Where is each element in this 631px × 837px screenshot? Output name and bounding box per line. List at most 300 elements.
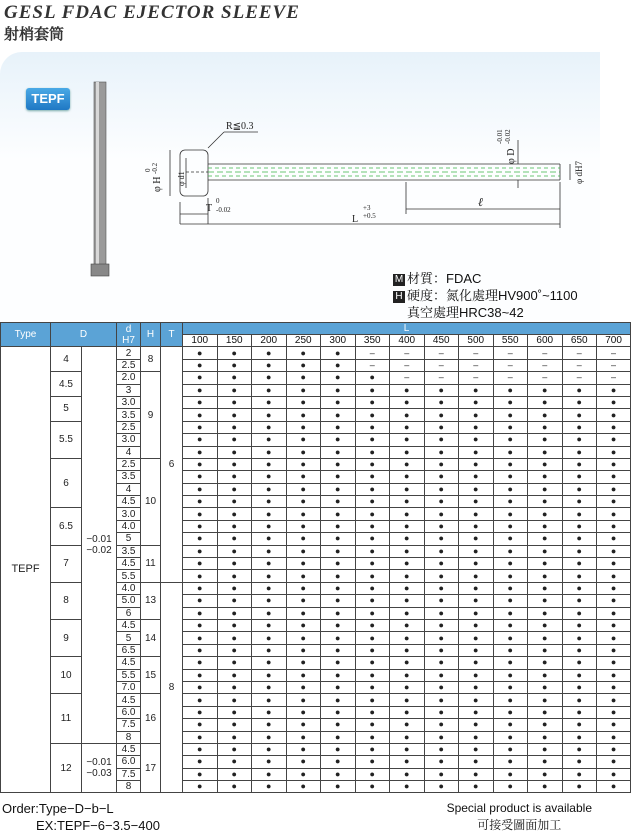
availability-mark: ● <box>459 533 494 545</box>
availability-mark: ● <box>321 533 356 545</box>
availability-mark: ● <box>183 359 218 371</box>
availability-mark: ● <box>321 644 356 656</box>
availability-mark: ● <box>355 570 390 582</box>
availability-mark: ● <box>493 446 528 458</box>
availability-mark: ● <box>597 396 631 408</box>
d-value: 11 <box>51 694 82 744</box>
availability-mark: ● <box>424 558 459 570</box>
special-product: Special product is available <box>446 801 592 815</box>
dh7-value: 3 <box>117 384 141 396</box>
availability-mark: ● <box>217 657 252 669</box>
availability-mark: ● <box>562 446 597 458</box>
availability-mark: ● <box>321 359 356 371</box>
availability-mark: ● <box>355 669 390 681</box>
availability-mark: ● <box>252 545 287 557</box>
availability-mark: ● <box>183 644 218 656</box>
availability-mark: ● <box>252 446 287 458</box>
dh7-value: 7.5 <box>117 768 141 780</box>
availability-mark: ● <box>286 471 321 483</box>
availability-mark: ● <box>355 434 390 446</box>
availability-mark: ● <box>493 434 528 446</box>
header-length-250: 250 <box>286 335 321 347</box>
availability-mark: ● <box>493 768 528 780</box>
availability-mark: ● <box>321 421 356 433</box>
availability-mark: ● <box>183 719 218 731</box>
availability-mark: – <box>424 359 459 371</box>
dh7-value: 4.5 <box>117 496 141 508</box>
dh7-value: 4.0 <box>117 520 141 532</box>
availability-mark: ● <box>286 458 321 470</box>
header-t: T <box>161 323 183 347</box>
dh7-value: 3.5 <box>117 471 141 483</box>
dh7-value: 2.5 <box>117 458 141 470</box>
header-h: H <box>141 323 161 347</box>
availability-mark: ● <box>286 694 321 706</box>
availability-mark: ● <box>459 669 494 681</box>
order-example: EX:TEPF−6−3.5−400 <box>36 818 160 833</box>
availability-mark: ● <box>217 595 252 607</box>
availability-mark: ● <box>321 372 356 384</box>
availability-mark: ● <box>459 558 494 570</box>
availability-mark: ● <box>493 781 528 793</box>
availability-mark: ● <box>252 731 287 743</box>
availability-mark: ● <box>355 558 390 570</box>
availability-mark: ● <box>355 731 390 743</box>
availability-mark: ● <box>321 347 356 359</box>
vacuum-spec: 真空處理HRC38~42 <box>407 305 524 320</box>
availability-mark: ● <box>597 545 631 557</box>
header-length-200: 200 <box>252 335 287 347</box>
availability-mark: ● <box>286 570 321 582</box>
availability-mark: ● <box>528 756 563 768</box>
availability-mark: ● <box>217 558 252 570</box>
availability-mark: ● <box>183 607 218 619</box>
length-tol-bot: +0.5 <box>363 212 376 220</box>
availability-mark: ● <box>562 508 597 520</box>
availability-mark: ● <box>355 372 390 384</box>
availability-mark: ● <box>424 768 459 780</box>
radius-label: R≦0.3 <box>226 121 254 132</box>
table-row <box>1 347 631 359</box>
availability-mark: ● <box>562 607 597 619</box>
availability-mark: ● <box>183 409 218 421</box>
availability-mark: ● <box>493 384 528 396</box>
availability-mark: – <box>459 359 494 371</box>
availability-mark: ● <box>355 719 390 731</box>
availability-mark: ● <box>528 644 563 656</box>
availability-mark: ● <box>252 359 287 371</box>
dh7-value: 3.0 <box>117 396 141 408</box>
availability-mark: ● <box>286 781 321 793</box>
h-value: 9 <box>141 372 161 459</box>
availability-mark: ● <box>528 743 563 755</box>
availability-mark: ● <box>562 768 597 780</box>
availability-mark: ● <box>562 520 597 532</box>
availability-mark: ● <box>562 458 597 470</box>
availability-mark: ● <box>286 582 321 594</box>
hardness-box: H <box>393 291 405 303</box>
availability-mark: ● <box>252 434 287 446</box>
d-value: 4.5 <box>51 372 82 397</box>
availability-mark: ● <box>286 669 321 681</box>
h-value: 15 <box>141 657 161 694</box>
availability-mark: – <box>493 359 528 371</box>
availability-mark: ● <box>493 483 528 495</box>
availability-mark: ● <box>597 607 631 619</box>
availability-mark: ● <box>321 446 356 458</box>
availability-mark: ● <box>493 533 528 545</box>
availability-mark: ● <box>252 347 287 359</box>
availability-mark: ● <box>286 595 321 607</box>
availability-mark: ● <box>390 483 425 495</box>
availability-mark: ● <box>459 520 494 532</box>
availability-mark: ● <box>355 483 390 495</box>
availability-mark: ● <box>390 446 425 458</box>
availability-mark: ● <box>562 781 597 793</box>
availability-mark: ● <box>252 409 287 421</box>
availability-mark: ● <box>459 768 494 780</box>
availability-mark: ● <box>286 743 321 755</box>
availability-mark: ● <box>217 396 252 408</box>
availability-mark: ● <box>217 520 252 532</box>
availability-mark: ● <box>390 632 425 644</box>
availability-mark: ● <box>528 669 563 681</box>
availability-mark: ● <box>562 545 597 557</box>
availability-mark: ● <box>597 731 631 743</box>
availability-mark: ● <box>390 595 425 607</box>
availability-mark: ● <box>493 743 528 755</box>
dh7-value: 4.0 <box>117 582 141 594</box>
dh7-value: 4 <box>117 483 141 495</box>
d-tol-top: -0.01 <box>496 129 504 144</box>
availability-mark: ● <box>390 384 425 396</box>
availability-mark: ● <box>286 372 321 384</box>
availability-mark: ● <box>252 496 287 508</box>
availability-mark: ● <box>493 582 528 594</box>
availability-mark: ● <box>286 706 321 718</box>
dh7-value: 2.0 <box>117 372 141 384</box>
availability-mark: ● <box>321 731 356 743</box>
availability-mark: ● <box>355 706 390 718</box>
availability-mark: ● <box>355 384 390 396</box>
availability-mark: ● <box>597 434 631 446</box>
availability-mark: ● <box>217 434 252 446</box>
availability-mark: ● <box>597 533 631 545</box>
sleeve-head-illustration <box>91 264 109 276</box>
dh7-value: 6 <box>117 607 141 619</box>
availability-mark: ● <box>355 421 390 433</box>
availability-mark: ● <box>390 694 425 706</box>
availability-mark: ● <box>183 570 218 582</box>
availability-mark: ● <box>321 520 356 532</box>
availability-mark: ● <box>562 619 597 631</box>
availability-mark: ● <box>217 446 252 458</box>
availability-mark: ● <box>183 768 218 780</box>
d-value: 5.5 <box>51 421 82 458</box>
dh7-value: 2.5 <box>117 359 141 371</box>
availability-mark: ● <box>390 421 425 433</box>
h-value: 10 <box>141 458 161 545</box>
availability-mark: ● <box>252 694 287 706</box>
availability-mark: ● <box>390 743 425 755</box>
availability-mark: ● <box>528 781 563 793</box>
availability-mark: ● <box>597 632 631 644</box>
availability-mark: ● <box>321 719 356 731</box>
header-length-350: 350 <box>355 335 390 347</box>
availability-mark: ● <box>597 681 631 693</box>
availability-mark: ● <box>355 644 390 656</box>
availability-mark: ● <box>183 545 218 557</box>
availability-mark: – <box>493 347 528 359</box>
availability-mark: ● <box>424 384 459 396</box>
availability-mark: ● <box>252 508 287 520</box>
availability-mark: – <box>493 372 528 384</box>
d-tol-a-bot: −0.02 <box>86 545 112 557</box>
dh7-value: 6.5 <box>117 644 141 656</box>
availability-mark: ● <box>217 359 252 371</box>
availability-mark: ● <box>183 520 218 532</box>
availability-mark: ● <box>390 756 425 768</box>
header-length-100: 100 <box>183 335 218 347</box>
dh7-label: φ dH7 <box>574 161 584 184</box>
availability-mark: ● <box>217 570 252 582</box>
availability-mark: ● <box>390 619 425 631</box>
dh7-value: 7.0 <box>117 681 141 693</box>
availability-mark: ● <box>493 570 528 582</box>
availability-mark: ● <box>424 446 459 458</box>
dh7-value: 3.5 <box>117 545 141 557</box>
availability-mark: ● <box>493 719 528 731</box>
availability-mark: ● <box>355 595 390 607</box>
h-label: φ H <box>152 176 163 192</box>
availability-mark: ● <box>321 582 356 594</box>
availability-mark: – <box>562 347 597 359</box>
availability-mark: ● <box>528 632 563 644</box>
availability-mark: ● <box>597 520 631 532</box>
availability-mark: – <box>424 372 459 384</box>
availability-mark: ● <box>321 669 356 681</box>
availability-mark: ● <box>597 558 631 570</box>
availability-mark: ● <box>286 347 321 359</box>
availability-mark: ● <box>217 632 252 644</box>
availability-mark: ● <box>217 756 252 768</box>
availability-mark: ● <box>528 496 563 508</box>
d-value: 12 <box>51 743 82 793</box>
availability-mark: ● <box>597 496 631 508</box>
d-value: 10 <box>51 657 82 694</box>
availability-mark: ● <box>562 719 597 731</box>
availability-mark: ● <box>528 582 563 594</box>
availability-mark: ● <box>562 409 597 421</box>
title-chinese: 射梢套筒 <box>4 25 65 43</box>
availability-mark: ● <box>321 681 356 693</box>
availability-mark: ● <box>459 607 494 619</box>
availability-mark: ● <box>493 644 528 656</box>
availability-mark: ● <box>390 520 425 532</box>
availability-mark: ● <box>355 694 390 706</box>
availability-mark: ● <box>424 409 459 421</box>
ejector-sleeve-drawing <box>0 52 600 277</box>
availability-mark: ● <box>493 669 528 681</box>
availability-mark: ● <box>217 768 252 780</box>
availability-mark: ● <box>390 533 425 545</box>
availability-mark: ● <box>459 706 494 718</box>
availability-mark: ● <box>355 533 390 545</box>
availability-mark: ● <box>562 756 597 768</box>
availability-mark: ● <box>252 719 287 731</box>
availability-mark: ● <box>286 384 321 396</box>
availability-mark: ● <box>183 446 218 458</box>
availability-mark: ● <box>562 644 597 656</box>
availability-mark: – <box>424 347 459 359</box>
availability-mark: ● <box>355 496 390 508</box>
d-tol-b-bot: −0.03 <box>86 768 112 780</box>
availability-mark: ● <box>528 396 563 408</box>
h-value: 11 <box>141 545 161 582</box>
availability-mark: ● <box>183 496 218 508</box>
special-info <box>447 800 592 834</box>
availability-mark: ● <box>390 681 425 693</box>
availability-mark: ● <box>217 458 252 470</box>
availability-mark: ● <box>183 347 218 359</box>
availability-mark: ● <box>493 508 528 520</box>
availability-mark: ● <box>459 446 494 458</box>
availability-mark: ● <box>183 595 218 607</box>
availability-mark: ● <box>355 657 390 669</box>
dh7-value: 4.5 <box>117 743 141 755</box>
availability-mark: – <box>562 372 597 384</box>
availability-mark: ● <box>562 483 597 495</box>
availability-mark: ● <box>390 657 425 669</box>
header-length-500: 500 <box>459 335 494 347</box>
h-tol-bot: -0.2 <box>151 162 159 174</box>
availability-mark: ● <box>424 421 459 433</box>
availability-mark: ● <box>286 545 321 557</box>
dh7-value: 5.5 <box>117 669 141 681</box>
availability-mark: ● <box>459 421 494 433</box>
availability-mark: ● <box>252 520 287 532</box>
availability-mark: ● <box>217 669 252 681</box>
availability-mark: ● <box>355 446 390 458</box>
availability-mark: ● <box>459 458 494 470</box>
dh7-value: 2.5 <box>117 421 141 433</box>
availability-mark: ● <box>424 434 459 446</box>
availability-mark: ● <box>321 756 356 768</box>
availability-mark: ● <box>528 533 563 545</box>
availability-mark: ● <box>528 719 563 731</box>
availability-mark: ● <box>493 421 528 433</box>
availability-mark: ● <box>493 731 528 743</box>
d-tolerance-b <box>82 743 117 793</box>
availability-mark: ● <box>528 570 563 582</box>
availability-mark: ● <box>217 496 252 508</box>
header-length-450: 450 <box>424 335 459 347</box>
dh7-value: 5 <box>117 632 141 644</box>
availability-mark: ● <box>183 384 218 396</box>
availability-mark: ● <box>459 434 494 446</box>
availability-mark: ● <box>321 496 356 508</box>
availability-mark: ● <box>528 520 563 532</box>
availability-mark: ● <box>597 768 631 780</box>
availability-mark: ● <box>355 756 390 768</box>
availability-mark: ● <box>252 657 287 669</box>
length-tol-top: +3 <box>363 204 371 212</box>
availability-mark: ● <box>528 421 563 433</box>
t-tol-top: 0 <box>216 197 220 205</box>
type-badge: TEPF <box>26 88 70 110</box>
availability-mark: ● <box>528 458 563 470</box>
availability-mark: ● <box>390 570 425 582</box>
availability-mark: ● <box>183 669 218 681</box>
availability-mark: ● <box>562 570 597 582</box>
availability-mark: ● <box>424 508 459 520</box>
availability-mark: ● <box>217 533 252 545</box>
availability-mark: – <box>355 347 390 359</box>
availability-mark: ● <box>562 694 597 706</box>
availability-mark: ● <box>252 471 287 483</box>
availability-mark: ● <box>183 396 218 408</box>
availability-mark: ● <box>459 619 494 631</box>
availability-mark: ● <box>493 756 528 768</box>
availability-mark: ● <box>286 719 321 731</box>
availability-mark: ● <box>390 582 425 594</box>
availability-mark: ● <box>493 607 528 619</box>
availability-mark: ● <box>217 781 252 793</box>
availability-mark: ● <box>424 471 459 483</box>
availability-mark: ● <box>390 719 425 731</box>
availability-mark: ● <box>286 558 321 570</box>
material-box: M <box>394 274 404 285</box>
availability-mark: ● <box>597 719 631 731</box>
availability-mark: ● <box>321 706 356 718</box>
t-value-b: 8 <box>161 582 183 793</box>
availability-mark: ● <box>459 570 494 582</box>
availability-mark: ● <box>321 657 356 669</box>
header-length-700: 700 <box>597 335 631 347</box>
header-length-550: 550 <box>493 335 528 347</box>
availability-mark: ● <box>217 731 252 743</box>
availability-mark: ● <box>321 384 356 396</box>
availability-mark: ● <box>597 781 631 793</box>
availability-mark: ● <box>355 781 390 793</box>
availability-mark: ● <box>459 582 494 594</box>
availability-mark: ● <box>321 694 356 706</box>
availability-mark: ● <box>217 743 252 755</box>
availability-mark: ● <box>390 706 425 718</box>
availability-mark: ● <box>355 681 390 693</box>
availability-mark: ● <box>424 781 459 793</box>
availability-mark: ● <box>459 719 494 731</box>
availability-mark: ● <box>597 669 631 681</box>
type-cell: TEPF <box>1 347 51 793</box>
availability-mark: ● <box>459 694 494 706</box>
availability-mark: – <box>459 372 494 384</box>
dimension-table <box>0 322 631 793</box>
availability-mark: ● <box>528 471 563 483</box>
h-value: 14 <box>141 619 161 656</box>
availability-mark: ● <box>493 706 528 718</box>
availability-mark: ● <box>355 582 390 594</box>
availability-mark: ● <box>562 669 597 681</box>
sleeve-body-illustration <box>94 82 106 272</box>
availability-mark: ● <box>459 508 494 520</box>
availability-mark: ● <box>286 520 321 532</box>
availability-mark: ● <box>424 619 459 631</box>
d-tol-a-top: −0.01 <box>86 534 112 546</box>
availability-mark: ● <box>459 384 494 396</box>
availability-mark: ● <box>183 421 218 433</box>
h-value: 17 <box>141 743 161 793</box>
